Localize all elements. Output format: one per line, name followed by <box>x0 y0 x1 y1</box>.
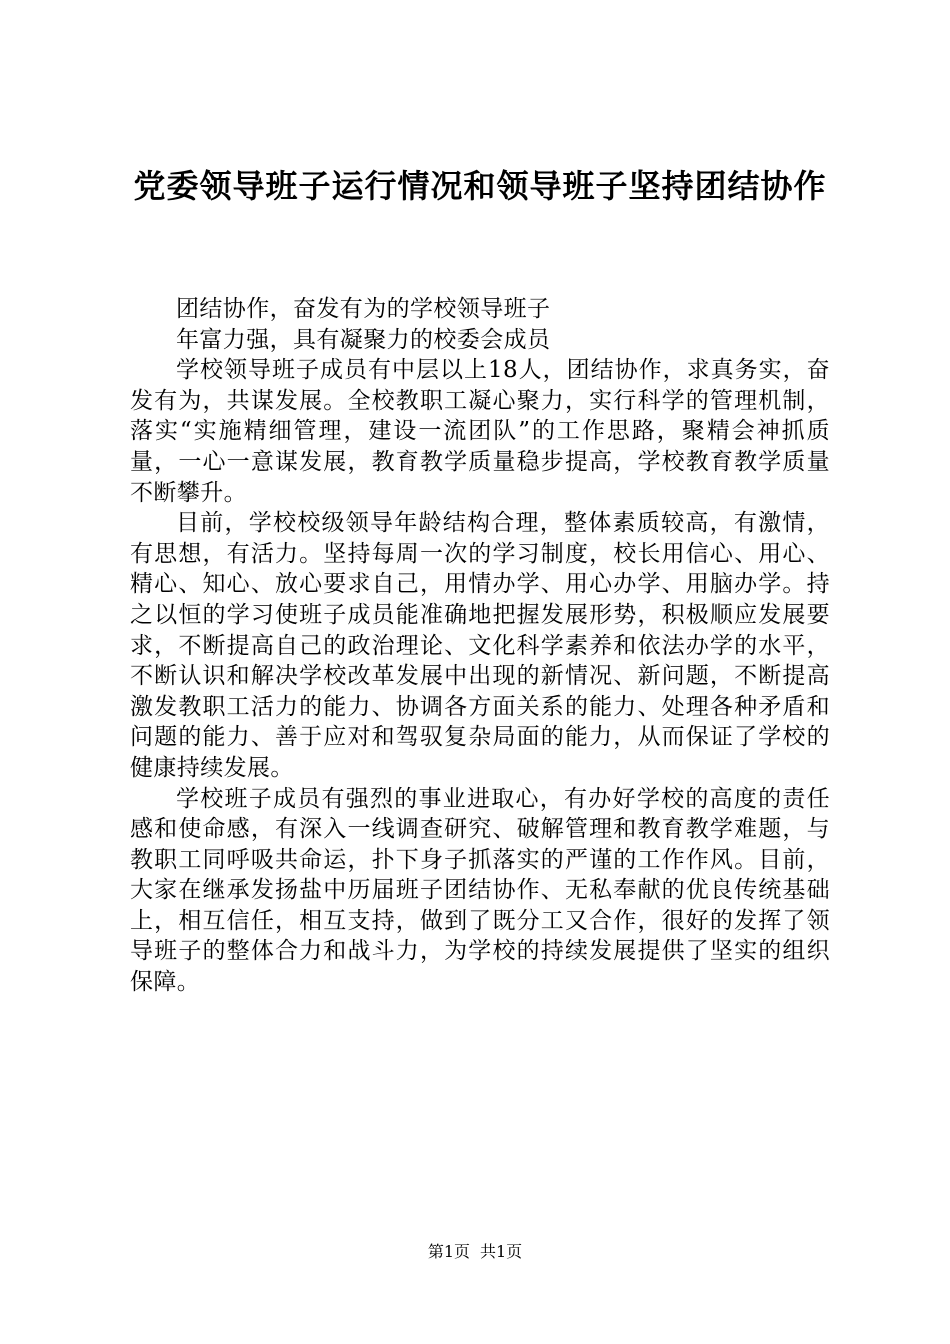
paragraph-body-3: 学校班子成员有强烈的事业进取心，有办好学校的高度的责任感和使命感，有深入一线调查研究、破解管理和教育教学难题，与教职工同呼吸共命运，扑下身子抓落实的严谨的工作作风。目前，大家在继承发扬盐中历届班子团结协作、无私奉献的优良传统基础上，相互信任，相互支持，做到了既分工又合作，很好的发挥了领导班子的整体合力和战斗力，为学校的持续发展提供了坚实的组织保障。 <box>130 785 830 996</box>
document-body <box>130 294 830 998</box>
page-number: 第1页 <box>427 1242 470 1261</box>
paragraph-body-2: 目前，学校校级领导年龄结构合理，整体素质较高，有激情，有思想，有活力。坚持每周一次的学习制度，校长用信心、用心、精心、知心、放心要求自己，用情办学、用心办学、用脑办学。持之以恒的学习使班子成员能准确地把握发展形势，积极顺应发展要求，不断提高自己的政治理论、文化科学素养和依法办学的水平，不断认识和解决学校改革发展中出现的新情况、新问题，不断提高激发教职工活力的能力、协调各方面关系的能力、处理各种矛盾和问题的能力、善于应对和驾驭复杂局面的能力，从而保证了学校的健康持续发展。 <box>130 510 830 781</box>
paragraph-body-1: 学校领导班子成员有中层以上18人，团结协作，求真务实，奋发有为，共谋发展。全校教职工凝心聚力，实行科学的管理机制，落实“实施精细管理，建设一流团队”的工作思路，聚精会神抓质量，一心一意谋发展，教育教学质量稳步提高，学校教育教学质量不断攀升。 <box>130 357 830 506</box>
document-title: 党委领导班子运行情况和领导班子坚持团结协作 <box>133 167 827 205</box>
paragraph-subtitle-1: 团结协作，奋发有为的学校领导班子 <box>176 296 551 322</box>
page-footer <box>0 1242 950 1262</box>
page-total: 共1页 <box>480 1242 523 1261</box>
paragraph-subtitle-2: 年富力强，具有凝聚力的校委会成员 <box>176 326 551 353</box>
